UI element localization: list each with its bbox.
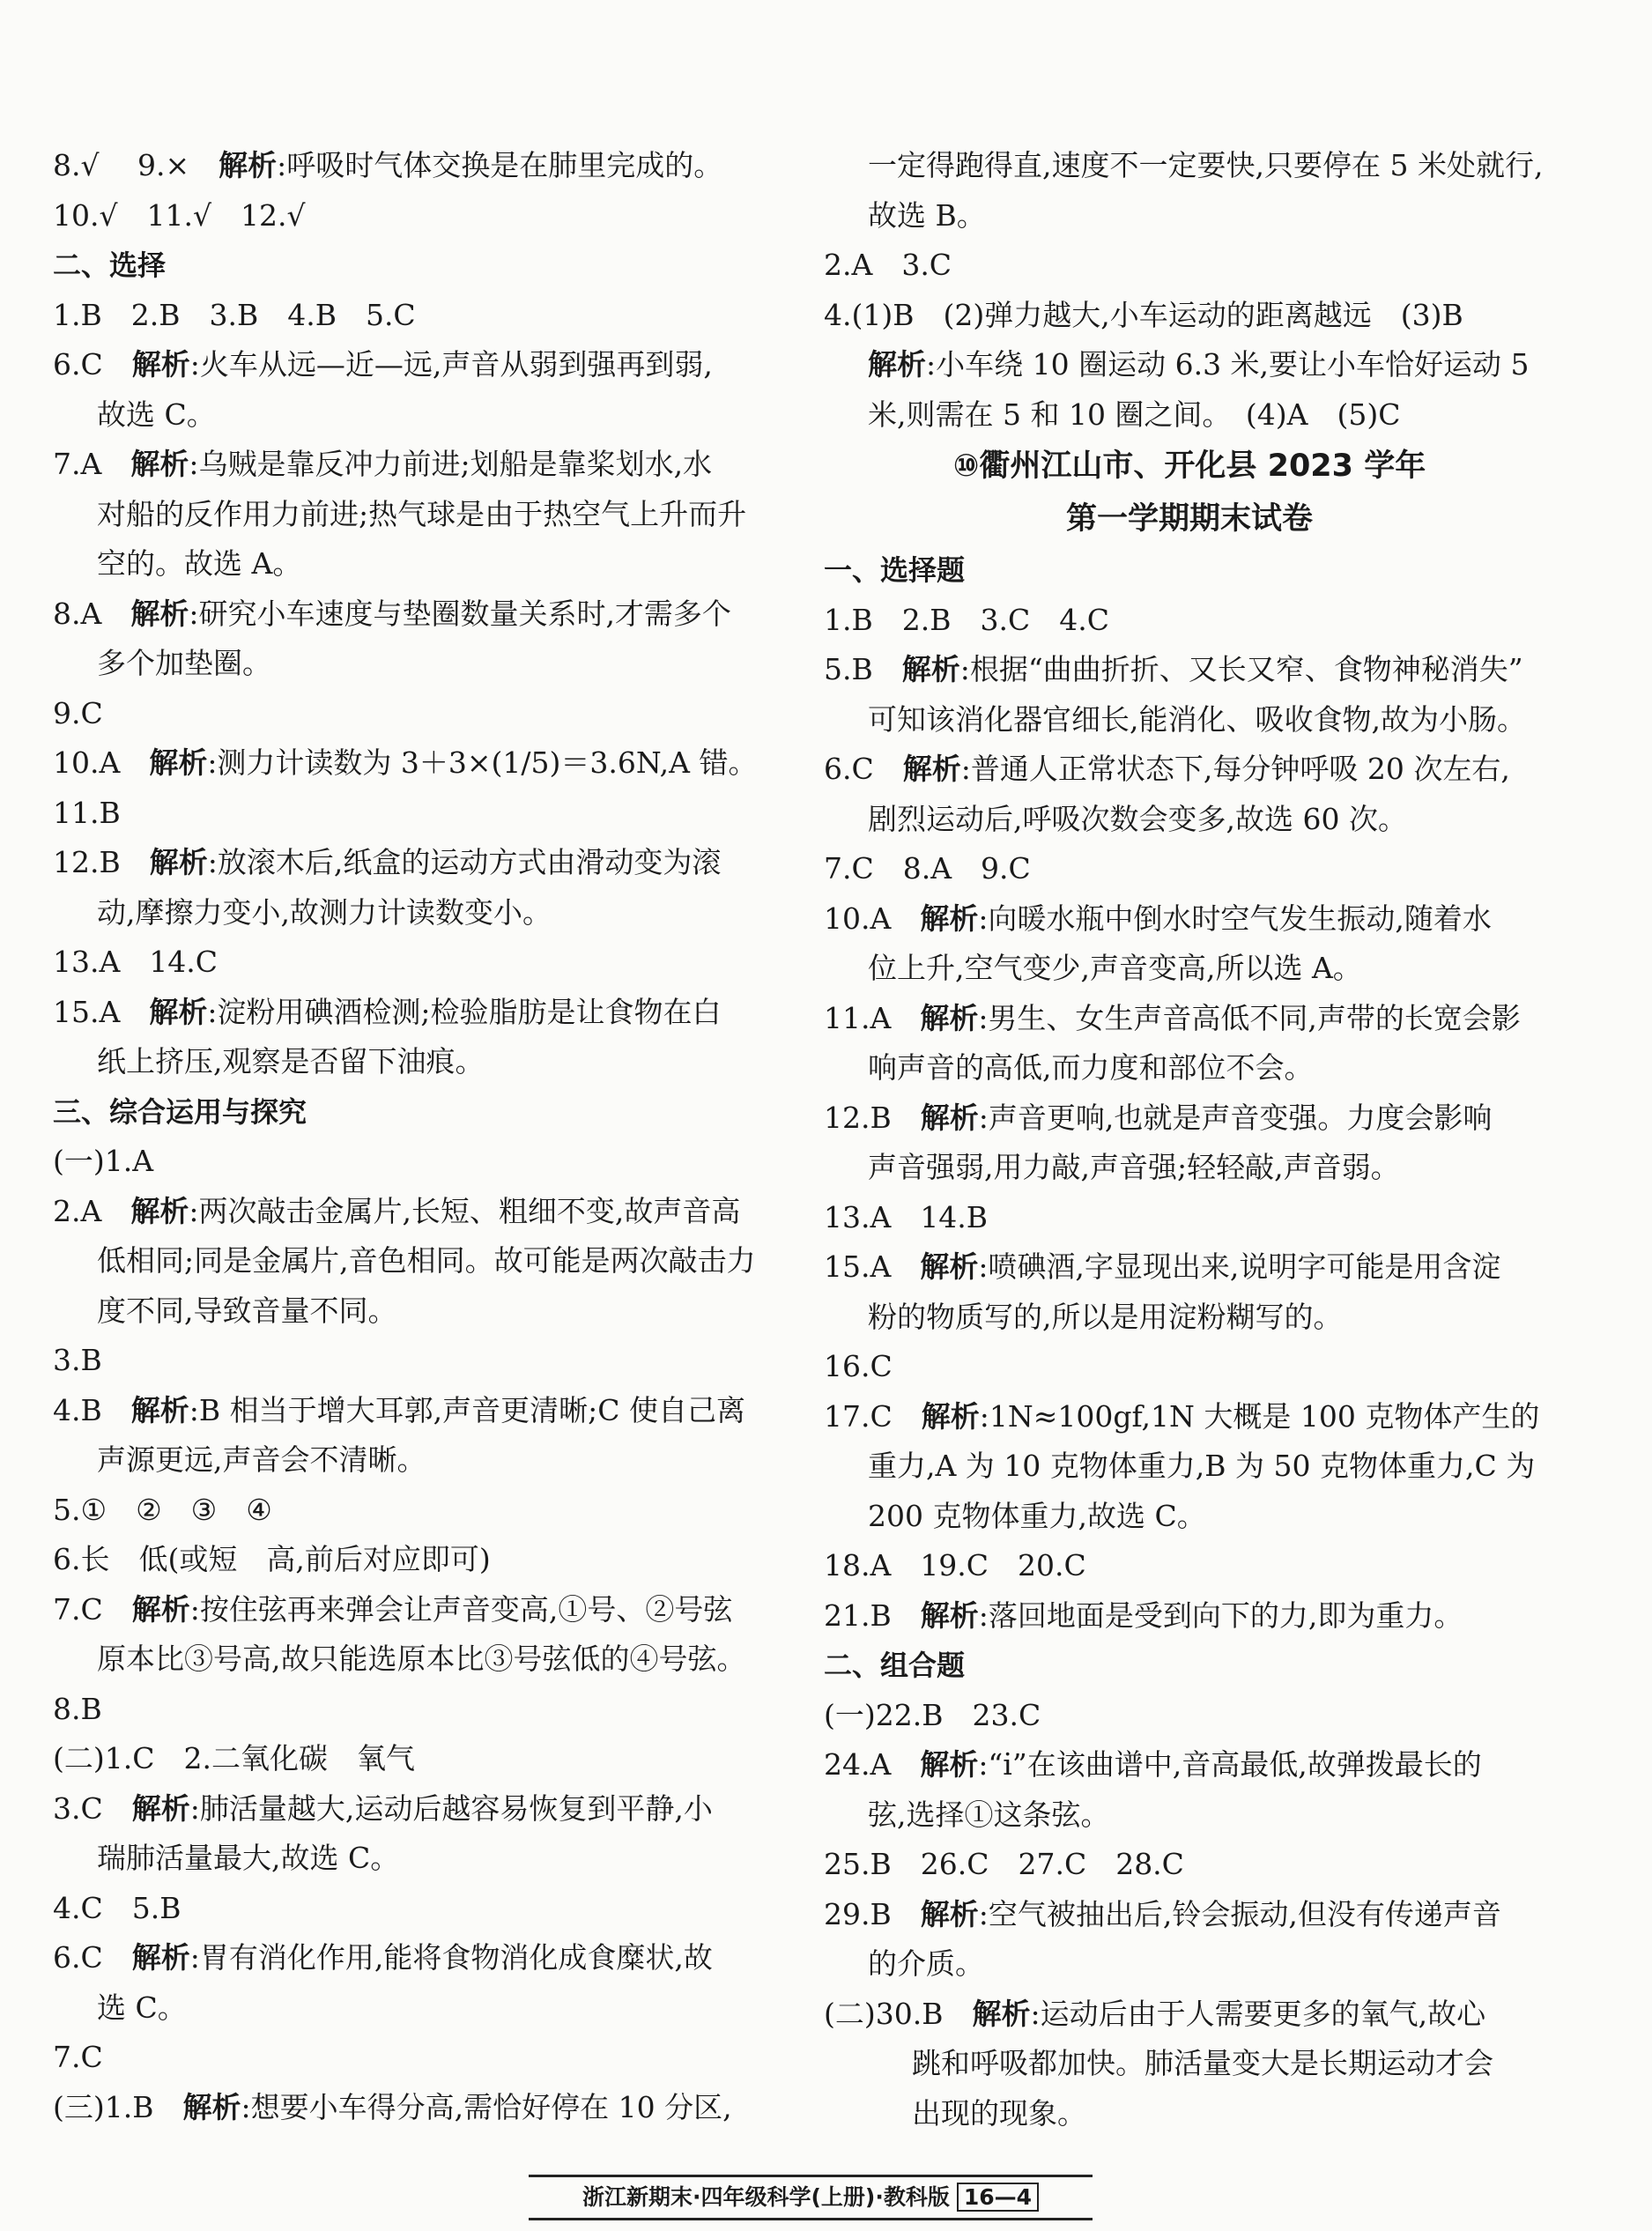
explanation-text: :肺活量越大,运动后越容易恢复到平静,小 [189, 1790, 713, 1826]
answer-text: 米,则需在 5 和 10 圈之间。 (4)A (5)C [868, 397, 1401, 432]
explanation-text: :运动后由于人需要更多的氧气,故心 [1030, 1996, 1486, 2031]
answer-line [53, 141, 771, 191]
page-footer [529, 2175, 1093, 2220]
answer-line [824, 2039, 1555, 2089]
answer-text: 18.A 19.C 20.C [824, 1548, 1086, 1582]
explanation-text: :按住弦再来弹会让声音变高,①号、②号弦 [189, 1591, 733, 1627]
answer-text: 空的。故选 A。 [97, 546, 302, 581]
explanation-text: :落回地面是受到向下的力,即为重力。 [978, 1597, 1463, 1633]
answer-line [824, 1442, 1555, 1492]
answer-text: 4.C 5.B [53, 1890, 181, 1925]
section-heading [53, 1087, 771, 1138]
answer-line [824, 1242, 1555, 1293]
answer-text: 7.C [53, 1591, 132, 1627]
answer-line [824, 340, 1555, 390]
answer-text: 故选 C。 [97, 397, 216, 432]
answer-line [824, 596, 1555, 646]
explanation-text: :1N≈100gf,1N 大概是 100 克物体产生的 [979, 1398, 1540, 1434]
answer-line [53, 1983, 771, 2034]
answer-text: 17.C [824, 1398, 922, 1434]
answer-line [53, 938, 771, 988]
answer-line [824, 1740, 1555, 1790]
answer-text: 一、选择题 [824, 553, 966, 587]
section-heading [824, 1641, 1555, 1691]
answer-text: 6.长 低(或短 高,前后对应即可) [53, 1542, 491, 1576]
answer-text: 一定得跑得直,速度不一定要快,只要停在 5 米处就行, [868, 148, 1544, 182]
answer-line [53, 738, 771, 789]
answer-text: (三)1.B [53, 2089, 183, 2124]
answer-line [53, 589, 771, 640]
explanation-text: :胃有消化作用,能将食物消化成食糜状,故 [189, 1940, 713, 1975]
answer-line [824, 191, 1555, 241]
answer-line [53, 1236, 771, 1286]
answer-text: 的介质。 [868, 1946, 984, 1981]
explanation-text: :测力计读数为 3＋3×(1/5)＝3.6N,A 错。 [207, 745, 758, 780]
explanation-label: 解析 [920, 1597, 979, 1633]
explanation-text: :根据“曲曲折折、又长又窄、食物神秘消失” [959, 652, 1523, 686]
answer-text: 6.C [53, 347, 132, 382]
explanation-text: :火车从远—近—远,声音从弱到强再到弱, [189, 347, 713, 382]
answer-text: 16.C [824, 1349, 893, 1383]
answer-line [824, 1193, 1555, 1243]
explanation-text: :研究小车速度与垫圈数量关系时,才需多个 [189, 596, 731, 631]
answer-text: 弦,选择①这条弦。 [868, 1797, 1110, 1832]
answer-text: 可知该消化器官细长,能消化、吸收食物,故为小肠。 [868, 701, 1526, 737]
answer-text: 1.B 2.B 3.B 4.B 5.C [53, 297, 416, 332]
answer-text: 动,摩擦力变小,故测力计读数变小。 [97, 894, 552, 930]
answer-text: 2.A 3.C [824, 248, 952, 282]
answer-text: 对船的反作用力前进;热气球是由于热空气上升而升 [97, 496, 747, 531]
explanation-text: :两次敲击金属片,长短、粗细不变,故声音高 [189, 1193, 741, 1228]
explanation-label: 解析 [868, 347, 926, 382]
answer-text: 剧烈运动后,呼吸次数会变多,故选 60 次。 [868, 801, 1407, 836]
explanation-label: 解析 [972, 1996, 1031, 2031]
answer-line [53, 1137, 771, 1187]
answer-line [53, 490, 771, 540]
answer-line [53, 639, 771, 689]
explanation-text: :“i̇”在该曲谱中,音高最低,故弹拨最长的 [978, 1747, 1482, 1782]
answer-line [53, 1435, 771, 1486]
explanation-label: 解析 [130, 596, 189, 631]
answer-text: 选 C。 [97, 1990, 187, 2025]
answer-line [824, 2089, 1555, 2139]
answer-text: 响声音的高低,而力度和部位不会。 [868, 1050, 1314, 1085]
answer-line [53, 1037, 771, 1087]
answer-line [824, 1541, 1555, 1591]
answer-line [824, 1691, 1555, 1741]
answer-line [824, 291, 1555, 341]
explanation-label: 解析 [130, 1193, 189, 1228]
explanation-label: 解析 [920, 1747, 979, 1782]
answer-line [53, 1685, 771, 1735]
answer-text: 8.A [53, 596, 131, 631]
section-heading [53, 241, 771, 291]
answer-line [53, 1535, 771, 1585]
answer-line [53, 1834, 771, 1884]
answer-text: 13.A 14.C [53, 945, 219, 979]
answer-line [53, 291, 771, 341]
answer-line [824, 1143, 1555, 1193]
section-heading [824, 545, 1555, 596]
explanation-label: 解析 [182, 2089, 241, 2124]
explanation-text: :想要小车得分高,需恰好停在 10 分区, [241, 2089, 732, 2124]
explanation-label: 解析 [920, 1100, 979, 1135]
answer-text: 8.√ 9.× [53, 148, 219, 182]
explanation-label: 解析 [131, 347, 190, 382]
explanation-label: 解析 [920, 901, 979, 936]
answer-line [824, 994, 1555, 1044]
explanation-text: :普通人正常状态下,每分钟呼吸 20 次左右, [960, 752, 1510, 786]
answer-text: 粉的物质写的,所以是用淀粉糊写的。 [868, 1299, 1343, 1334]
answer-line [53, 988, 771, 1038]
explanation-label: 解析 [130, 447, 189, 481]
explanation-label: 解析 [901, 652, 960, 686]
answer-line [53, 838, 771, 888]
explanation-label: 解析 [131, 1790, 190, 1826]
answer-line [53, 340, 771, 390]
answer-line [824, 1093, 1555, 1144]
answer-line [53, 1884, 771, 1934]
answer-line [824, 695, 1555, 745]
answer-line [824, 1990, 1555, 2040]
answer-line [824, 1840, 1555, 1890]
answer-line [824, 1492, 1555, 1542]
answer-text: 9.C [53, 695, 103, 730]
explanation-label: 解析 [149, 994, 208, 1029]
answer-text: 7.C 8.A 9.C [824, 851, 1031, 886]
answer-line [824, 1392, 1555, 1442]
answer-line [53, 1784, 771, 1834]
explanation-label: 解析 [920, 1249, 979, 1284]
answer-line [53, 1187, 771, 1237]
answer-text: 25.B 26.C 27.C 28.C [824, 1847, 1184, 1881]
answer-text: 5.B [824, 652, 902, 686]
answer-text: (二)1.C 2.二氧化碳 氧气 [53, 1741, 415, 1775]
exam-title [824, 440, 1555, 493]
answer-text: 二、选择 [53, 248, 167, 282]
answer-line [824, 795, 1555, 845]
answer-text: 10.√ 11.√ 12.√ [53, 197, 306, 233]
answer-line [824, 1591, 1555, 1642]
answer-line [824, 1043, 1555, 1093]
explanation-label: 解析 [219, 148, 278, 182]
answer-line [824, 241, 1555, 291]
explanation-label: 解析 [921, 1398, 980, 1434]
answer-text: 6.C [53, 1940, 132, 1975]
answer-text: 声源更远,声音会不清晰。 [97, 1442, 426, 1477]
answer-text: 12.B [53, 845, 150, 879]
answer-line [53, 440, 771, 490]
answer-line [53, 1933, 771, 1983]
answer-text: 4.B [53, 1392, 131, 1427]
answer-text: 4.(1)B (2)弹力越大,小车运动的距离越远 (3)B [824, 297, 1463, 332]
answer-text: 3.B [53, 1343, 102, 1377]
answer-text: 故选 B。 [868, 197, 986, 233]
answer-line [824, 894, 1555, 945]
answer-text: 15.A [53, 994, 150, 1029]
answer-text: 原本比③号高,故只能选原本比③号弦低的④号弦。 [97, 1642, 746, 1676]
answer-line [53, 1386, 771, 1436]
explanation-label: 解析 [902, 752, 961, 786]
answer-line [53, 1286, 771, 1337]
answer-text: (二)30.B [824, 1996, 973, 2031]
answer-line [53, 1734, 771, 1784]
answer-text: 重力,A 为 10 克物体重力,B 为 50 克物体重力,C 为 [868, 1449, 1536, 1483]
answer-text: 纸上挤压,观察是否留下油痕。 [97, 1044, 485, 1078]
answer-line [53, 689, 771, 739]
explanation-label: 解析 [131, 1940, 190, 1975]
answer-text: 15.A [824, 1249, 921, 1284]
answer-line [53, 1585, 771, 1635]
explanation-text: :乌贼是靠反冲力前进;划船是靠桨划水,水 [189, 447, 713, 481]
answer-line [824, 944, 1555, 994]
answer-text: 5.① ② ③ ④ [53, 1492, 272, 1527]
answer-text: 11.A [824, 1000, 921, 1035]
answer-text: 跳和呼吸都加快。肺活量变大是长期运动才会 [912, 2046, 1493, 2080]
answer-line [824, 844, 1555, 894]
answer-line [53, 1336, 771, 1386]
answer-text: 10.A [824, 901, 921, 936]
answer-text: 21.B [824, 1597, 921, 1633]
answer-line [53, 1634, 771, 1685]
answer-text: 12.B [824, 1100, 921, 1135]
answer-text: 8.B [53, 1691, 102, 1726]
explanation-label: 解析 [149, 745, 208, 780]
answer-text: 7.C [53, 2040, 103, 2074]
explanation-text: :空气被抽出后,铃会振动,但没有传递声音 [978, 1896, 1501, 1931]
answer-text: 10.A [53, 745, 150, 780]
explanation-text: :男生、女生声音高低不同,声带的长宽会影 [978, 1000, 1521, 1035]
answer-line [53, 2083, 771, 2133]
answer-line [824, 745, 1555, 795]
answer-line [824, 141, 1555, 191]
answer-text: 位上升,空气变少,声音变高,所以选 A。 [868, 951, 1362, 985]
answer-text: 1.B 2.B 3.C 4.C [824, 602, 1109, 637]
answer-text: 24.A [824, 1747, 921, 1782]
answer-text: 2.A [53, 1193, 131, 1228]
answer-text: 29.B [824, 1896, 921, 1931]
answer-text: 第一学期期末试卷 [1065, 501, 1313, 537]
answer-text: 度不同,导致音量不同。 [97, 1293, 397, 1328]
explanation-label: 解析 [149, 845, 208, 879]
footer-title: 浙江新期末·四年级科学(上册)·教科版 [582, 2184, 950, 2210]
answer-text: 低相同;同是金属片,音色相同。故可能是两次敲击力 [97, 1243, 756, 1278]
explanation-label: 解析 [131, 1591, 190, 1627]
answer-text: 出现的现象。 [912, 2095, 1086, 2131]
answer-text: 二、组合题 [824, 1649, 966, 1682]
explanation-text: :呼吸时气体交换是在肺里完成的。 [277, 148, 723, 182]
answer-line [53, 789, 771, 839]
explanation-text: :淀粉用碘酒检测;检验脂肪是让食物在白 [207, 994, 722, 1029]
answer-line [824, 1790, 1555, 1841]
answer-text: 三、综合运用与探究 [53, 1094, 307, 1129]
right-column [824, 141, 1555, 2138]
answer-line [824, 390, 1555, 441]
answer-text: 13.A 14.B [824, 1199, 989, 1234]
answer-text: 11.B [53, 795, 121, 830]
explanation-text: :声音更响,也就是声音变强。力度会影响 [978, 1100, 1493, 1135]
answer-line [824, 645, 1555, 695]
answer-line [824, 1342, 1555, 1392]
answer-line [53, 888, 771, 938]
explanation-text: :B 相当于增大耳郭,声音更清晰;C 使自己离 [189, 1392, 745, 1427]
explanation-label: 解析 [130, 1392, 189, 1427]
answer-text: (一)1.A [53, 1144, 154, 1178]
answer-line [53, 191, 771, 241]
exam-title [824, 493, 1555, 545]
explanation-label: 解析 [920, 1000, 979, 1035]
answer-line [824, 1293, 1555, 1343]
answer-text: 3.C [53, 1790, 132, 1826]
explanation-label: 解析 [920, 1896, 979, 1931]
answer-text: 200 克物体重力,故选 C。 [868, 1498, 1206, 1533]
answer-line [53, 1486, 771, 1536]
answer-text: 声音强弱,用力敲,声音强;轻轻敲,声音弱。 [868, 1150, 1400, 1184]
answer-line [53, 2033, 771, 2083]
left-column [53, 141, 771, 2132]
answer-text: 7.A [53, 447, 131, 481]
answer-text: ⑩衢州江山市、开化县 2023 学年 [952, 448, 1426, 484]
answer-text: 瑞肺活量最大,故选 C。 [97, 1841, 400, 1875]
answer-line [824, 1890, 1555, 1940]
explanation-text: :放滚木后,纸盒的运动方式由滑动变为滚 [207, 845, 722, 879]
answer-line [824, 1939, 1555, 1990]
page-number: 16—4 [957, 2183, 1039, 2212]
explanation-text: :小车绕 10 圈运动 6.3 米,要让小车恰好运动 5 [926, 347, 1530, 382]
answer-line [53, 390, 771, 441]
answer-line [53, 539, 771, 589]
answer-text: (一)22.B 23.C [824, 1697, 1041, 1732]
answer-text: 多个加垫圈。 [97, 646, 271, 680]
explanation-text: :喷碘酒,字显现出来,说明字可能是用含淀 [978, 1249, 1501, 1284]
explanation-text: :向暖水瓶中倒水时空气发生振动,随着水 [978, 901, 1492, 936]
answer-text: 6.C [824, 752, 903, 786]
